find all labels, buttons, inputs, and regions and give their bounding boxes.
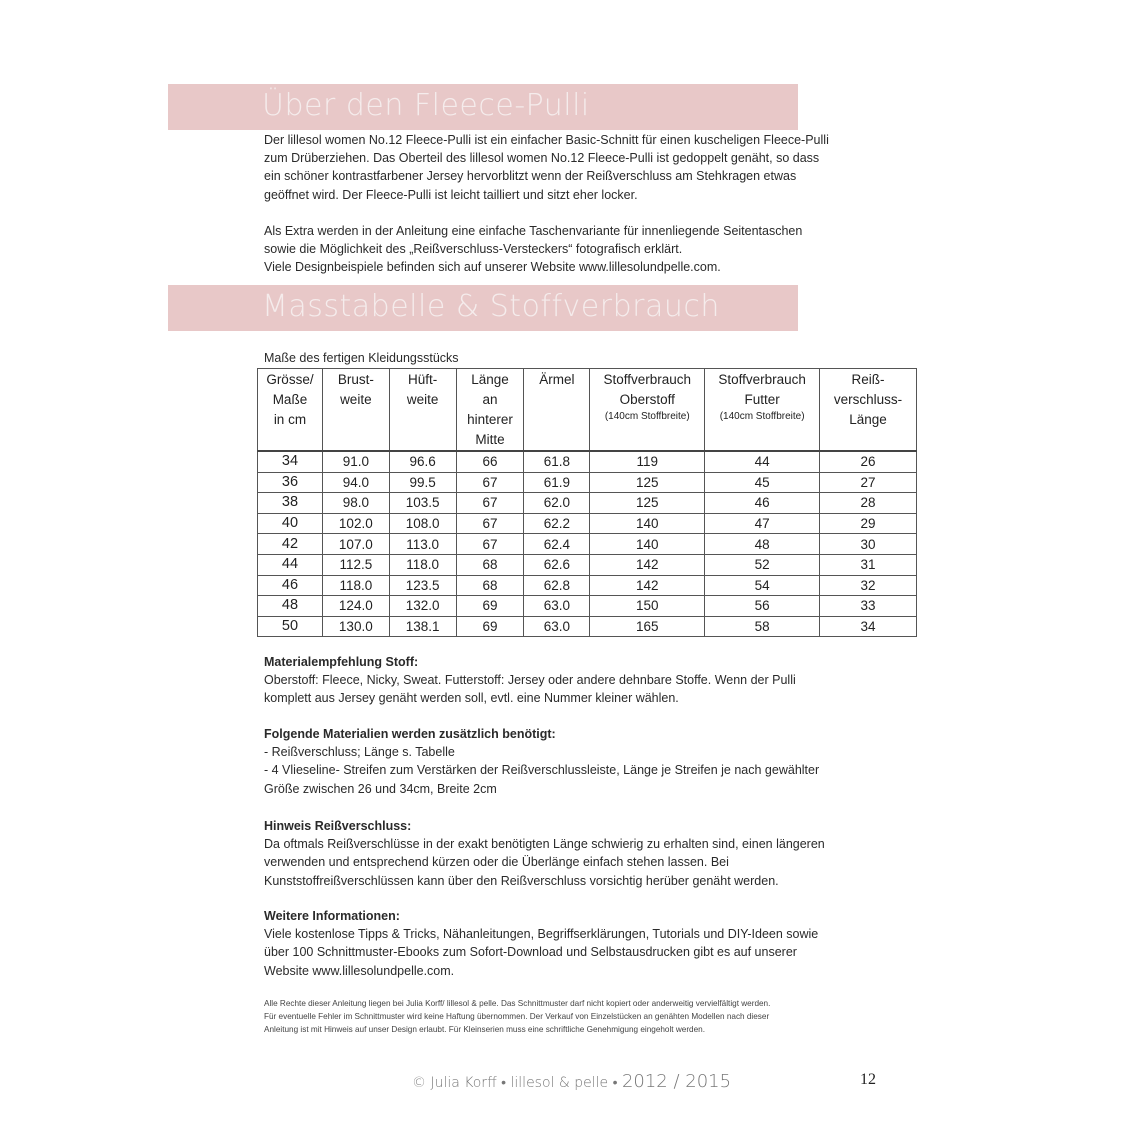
value-cell: 96.6 xyxy=(389,451,456,472)
column-header xyxy=(322,369,389,452)
material-heading: Materialempfehlung Stoff: xyxy=(264,655,419,669)
value-cell: 130.0 xyxy=(322,616,389,637)
additional-text: - Reißverschluss; Länge s. Tabelle - 4 Vlieseline- Streifen zum Verstärken der Reißverschlussleiste, Länge je Streifen je nach gewählter Größe zwischen 26 und 34cm, Breite 2cm xyxy=(264,745,820,796)
value-cell: 28 xyxy=(820,493,917,514)
column-header xyxy=(820,369,917,452)
value-cell: 102.0 xyxy=(322,513,389,534)
column-header-line: Reiß- xyxy=(851,372,885,387)
zipper-note-section xyxy=(264,817,904,890)
value-cell: 67 xyxy=(456,472,524,493)
size-cell: 48 xyxy=(258,596,323,617)
column-header-line: weite xyxy=(340,392,372,407)
value-cell: 67 xyxy=(456,493,524,514)
value-cell: 56 xyxy=(705,596,820,617)
column-header-line: Mitte xyxy=(475,432,505,447)
size-cell: 36 xyxy=(258,472,323,493)
size-cell: 34 xyxy=(258,451,323,472)
column-header-line: hinterer xyxy=(467,412,513,427)
column-header-line: Maße xyxy=(272,392,308,407)
value-cell: 68 xyxy=(456,575,524,596)
value-cell: 123.5 xyxy=(389,575,456,596)
value-cell: 52 xyxy=(705,554,820,575)
table-row xyxy=(258,596,917,617)
column-header-line: Ärmel xyxy=(539,372,575,387)
column-header-note: (140cm Stoffbreite) xyxy=(604,411,690,422)
column-header-line: verschluss- xyxy=(833,392,903,407)
value-cell: 99.5 xyxy=(389,472,456,493)
value-cell: 67 xyxy=(456,513,524,534)
column-header-line: an xyxy=(482,392,498,407)
more-info-heading: Weitere Informationen: xyxy=(264,909,400,923)
zipper-note-heading: Hinweis Reißverschluss: xyxy=(264,819,412,833)
more-info-text: Viele kostenlose Tipps & Tricks, Nähanleitungen, Begriffserklärungen, Tutorials und DIY-Ideen sowie über 100 Schnittmuster-Ebooks zum Sofort-Download und Selbstausdrucken gibt es auf unserer Website www.lillesolundpelle.com. xyxy=(264,927,819,978)
column-header xyxy=(389,369,456,452)
intro-paragraph-2: Als Extra werden in der Anleitung eine einfache Taschenvariante für innenliegende Seitentaschen sowie die Möglichkeit des „Reißverschluss-Versteckers“ fotografisch erklärt. Viele Designbeispiele befinden sich auf unserer Website www.lillesolundpelle.com. xyxy=(264,223,803,275)
value-cell: 69 xyxy=(456,596,524,617)
column-header-line: Stoffverbrauch xyxy=(718,372,806,387)
value-cell: 138.1 xyxy=(389,616,456,637)
column-header-line: Länge xyxy=(471,372,509,387)
intro-paragraph-1: Der lillesol women No.12 Fleece-Pulli ist ein einfacher Basic-Schnitt für einen kuscheligen Fleece-Pulli zum Drüberziehen. Das Oberteil des lillesol women No.12 Fleece-Pulli ist gedoppelt genäht, so dass ein schöner kontrastfarbener Jersey hervorblitzt wenn der Reißverschluss am Stehkragen etwas geöffnet wird. Der Fleece-Pulli ist leicht tailliert und sitzt eher locker. xyxy=(264,133,829,202)
table-header-row xyxy=(258,369,917,452)
value-cell: 47 xyxy=(705,513,820,534)
value-cell: 103.5 xyxy=(389,493,456,514)
additional-materials-section xyxy=(264,725,904,798)
value-cell: 142 xyxy=(590,575,705,596)
column-header-line: in cm xyxy=(273,412,307,427)
value-cell: 63.0 xyxy=(524,616,590,637)
size-cell: 44 xyxy=(258,554,323,575)
value-cell: 31 xyxy=(820,554,917,575)
size-table xyxy=(257,368,917,637)
value-cell: 69 xyxy=(456,616,524,637)
table-row xyxy=(258,534,917,555)
value-cell: 63.0 xyxy=(524,596,590,617)
value-cell: 61.8 xyxy=(524,451,590,472)
value-cell: 150 xyxy=(590,596,705,617)
value-cell: 58 xyxy=(705,616,820,637)
copyright-notice: Alle Rechte dieser Anleitung liegen bei Julia Korff/ lillesol & pelle. Das Schnittmuster darf nicht kopiert oder anderweitig vervielfältigt werden. Für eventuelle Fehler im Schnittmuster wird keine Haftung übernommen. Der Verkauf von Einzelstücken an genähten Modellen nach dieser Anleitung ist mit Hinweis auf unser Design erlaubt. Für Kleinserien muss eine schriftliche Genehmigung eingeholt werden. xyxy=(264,999,771,1034)
table-row xyxy=(258,451,917,472)
column-header xyxy=(524,369,590,452)
value-cell: 132.0 xyxy=(389,596,456,617)
table-row xyxy=(258,616,917,637)
value-cell: 62.2 xyxy=(524,513,590,534)
value-cell: 119 xyxy=(590,451,705,472)
value-cell: 107.0 xyxy=(322,534,389,555)
column-header-line: Brust- xyxy=(337,372,374,387)
value-cell: 34 xyxy=(820,616,917,637)
value-cell: 26 xyxy=(820,451,917,472)
value-cell: 46 xyxy=(705,493,820,514)
column-header-line: Futter xyxy=(744,392,780,407)
more-info-section xyxy=(264,907,904,980)
value-cell: 62.6 xyxy=(524,554,590,575)
value-cell: 29 xyxy=(820,513,917,534)
size-cell: 46 xyxy=(258,575,323,596)
value-cell: 66 xyxy=(456,451,524,472)
intro-text xyxy=(264,131,904,276)
material-text: Oberstoff: Fleece, Nicky, Sweat. Futterstoff: Jersey oder andere dehnbare Stoffe. Wenn der Pulli komplett aus Jersey genäht werden soll, evtl. eine Nummer kleiner wählen. xyxy=(264,673,796,706)
footer-years: 2012 / 2015 xyxy=(621,1071,732,1092)
section-heading-sizes: Masstabelle & Stoffverbrauch xyxy=(262,289,720,324)
value-cell: 125 xyxy=(590,493,705,514)
value-cell: 140 xyxy=(590,534,705,555)
size-cell: 40 xyxy=(258,513,323,534)
table-row xyxy=(258,575,917,596)
zipper-note-text: Da oftmals Reißverschlüsse in der exakt benötigten Länge schwierig zu erhalten sind, einen längeren verwenden und entsprechend kürzen oder die Überlänge einfach stehen lassen. Bei Kunststoffreißverschlüssen kann über den Reißverschluss vorsichtig herüber genäht werden. xyxy=(264,837,825,888)
footer-credit-text: © Julia Korff • lillesol & pelle • xyxy=(412,1075,622,1091)
value-cell: 54 xyxy=(705,575,820,596)
column-header xyxy=(590,369,705,452)
value-cell: 62.8 xyxy=(524,575,590,596)
value-cell: 140 xyxy=(590,513,705,534)
table-row xyxy=(258,472,917,493)
value-cell: 45 xyxy=(705,472,820,493)
column-header-line: Grösse/ xyxy=(266,372,314,387)
column-header xyxy=(258,369,323,452)
table-row xyxy=(258,554,917,575)
value-cell: 68 xyxy=(456,554,524,575)
value-cell: 94.0 xyxy=(322,472,389,493)
material-section xyxy=(264,653,904,708)
value-cell: 165 xyxy=(590,616,705,637)
value-cell: 62.0 xyxy=(524,493,590,514)
column-header-note: (140cm Stoffbreite) xyxy=(719,411,805,422)
column-header-line: weite xyxy=(406,392,439,407)
value-cell: 30 xyxy=(820,534,917,555)
size-cell: 50 xyxy=(258,616,323,637)
value-cell: 118.0 xyxy=(389,554,456,575)
value-cell: 98.0 xyxy=(322,493,389,514)
value-cell: 113.0 xyxy=(389,534,456,555)
value-cell: 67 xyxy=(456,534,524,555)
value-cell: 118.0 xyxy=(322,575,389,596)
column-header-line: Hüft- xyxy=(408,372,438,387)
column-header xyxy=(705,369,820,452)
value-cell: 61.9 xyxy=(524,472,590,493)
value-cell: 124.0 xyxy=(322,596,389,617)
value-cell: 91.0 xyxy=(322,451,389,472)
value-cell: 112.5 xyxy=(322,554,389,575)
value-cell: 142 xyxy=(590,554,705,575)
value-cell: 32 xyxy=(820,575,917,596)
value-cell: 108.0 xyxy=(389,513,456,534)
value-cell: 33 xyxy=(820,596,917,617)
section-heading-about: Über den Fleece-Pulli xyxy=(262,88,590,123)
section-banner-about xyxy=(168,84,798,130)
column-header xyxy=(456,369,524,452)
table-row xyxy=(258,493,917,514)
value-cell: 48 xyxy=(705,534,820,555)
table-caption: Maße des fertigen Kleidungsstücks xyxy=(264,351,459,365)
value-cell: 27 xyxy=(820,472,917,493)
column-header-line: Stoffverbrauch xyxy=(603,372,692,387)
size-cell: 38 xyxy=(258,493,323,514)
column-header-line: Länge xyxy=(849,412,887,427)
value-cell: 44 xyxy=(705,451,820,472)
additional-heading: Folgende Materialien werden zusätzlich benötigt: xyxy=(264,727,556,741)
value-cell: 62.4 xyxy=(524,534,590,555)
footer-credit xyxy=(412,1071,731,1092)
size-cell: 42 xyxy=(258,534,323,555)
section-banner-sizes xyxy=(168,285,798,331)
table-row xyxy=(258,513,917,534)
value-cell: 125 xyxy=(590,472,705,493)
column-header-line: Oberstoff xyxy=(619,392,675,407)
page-number: 12 xyxy=(860,1071,876,1088)
